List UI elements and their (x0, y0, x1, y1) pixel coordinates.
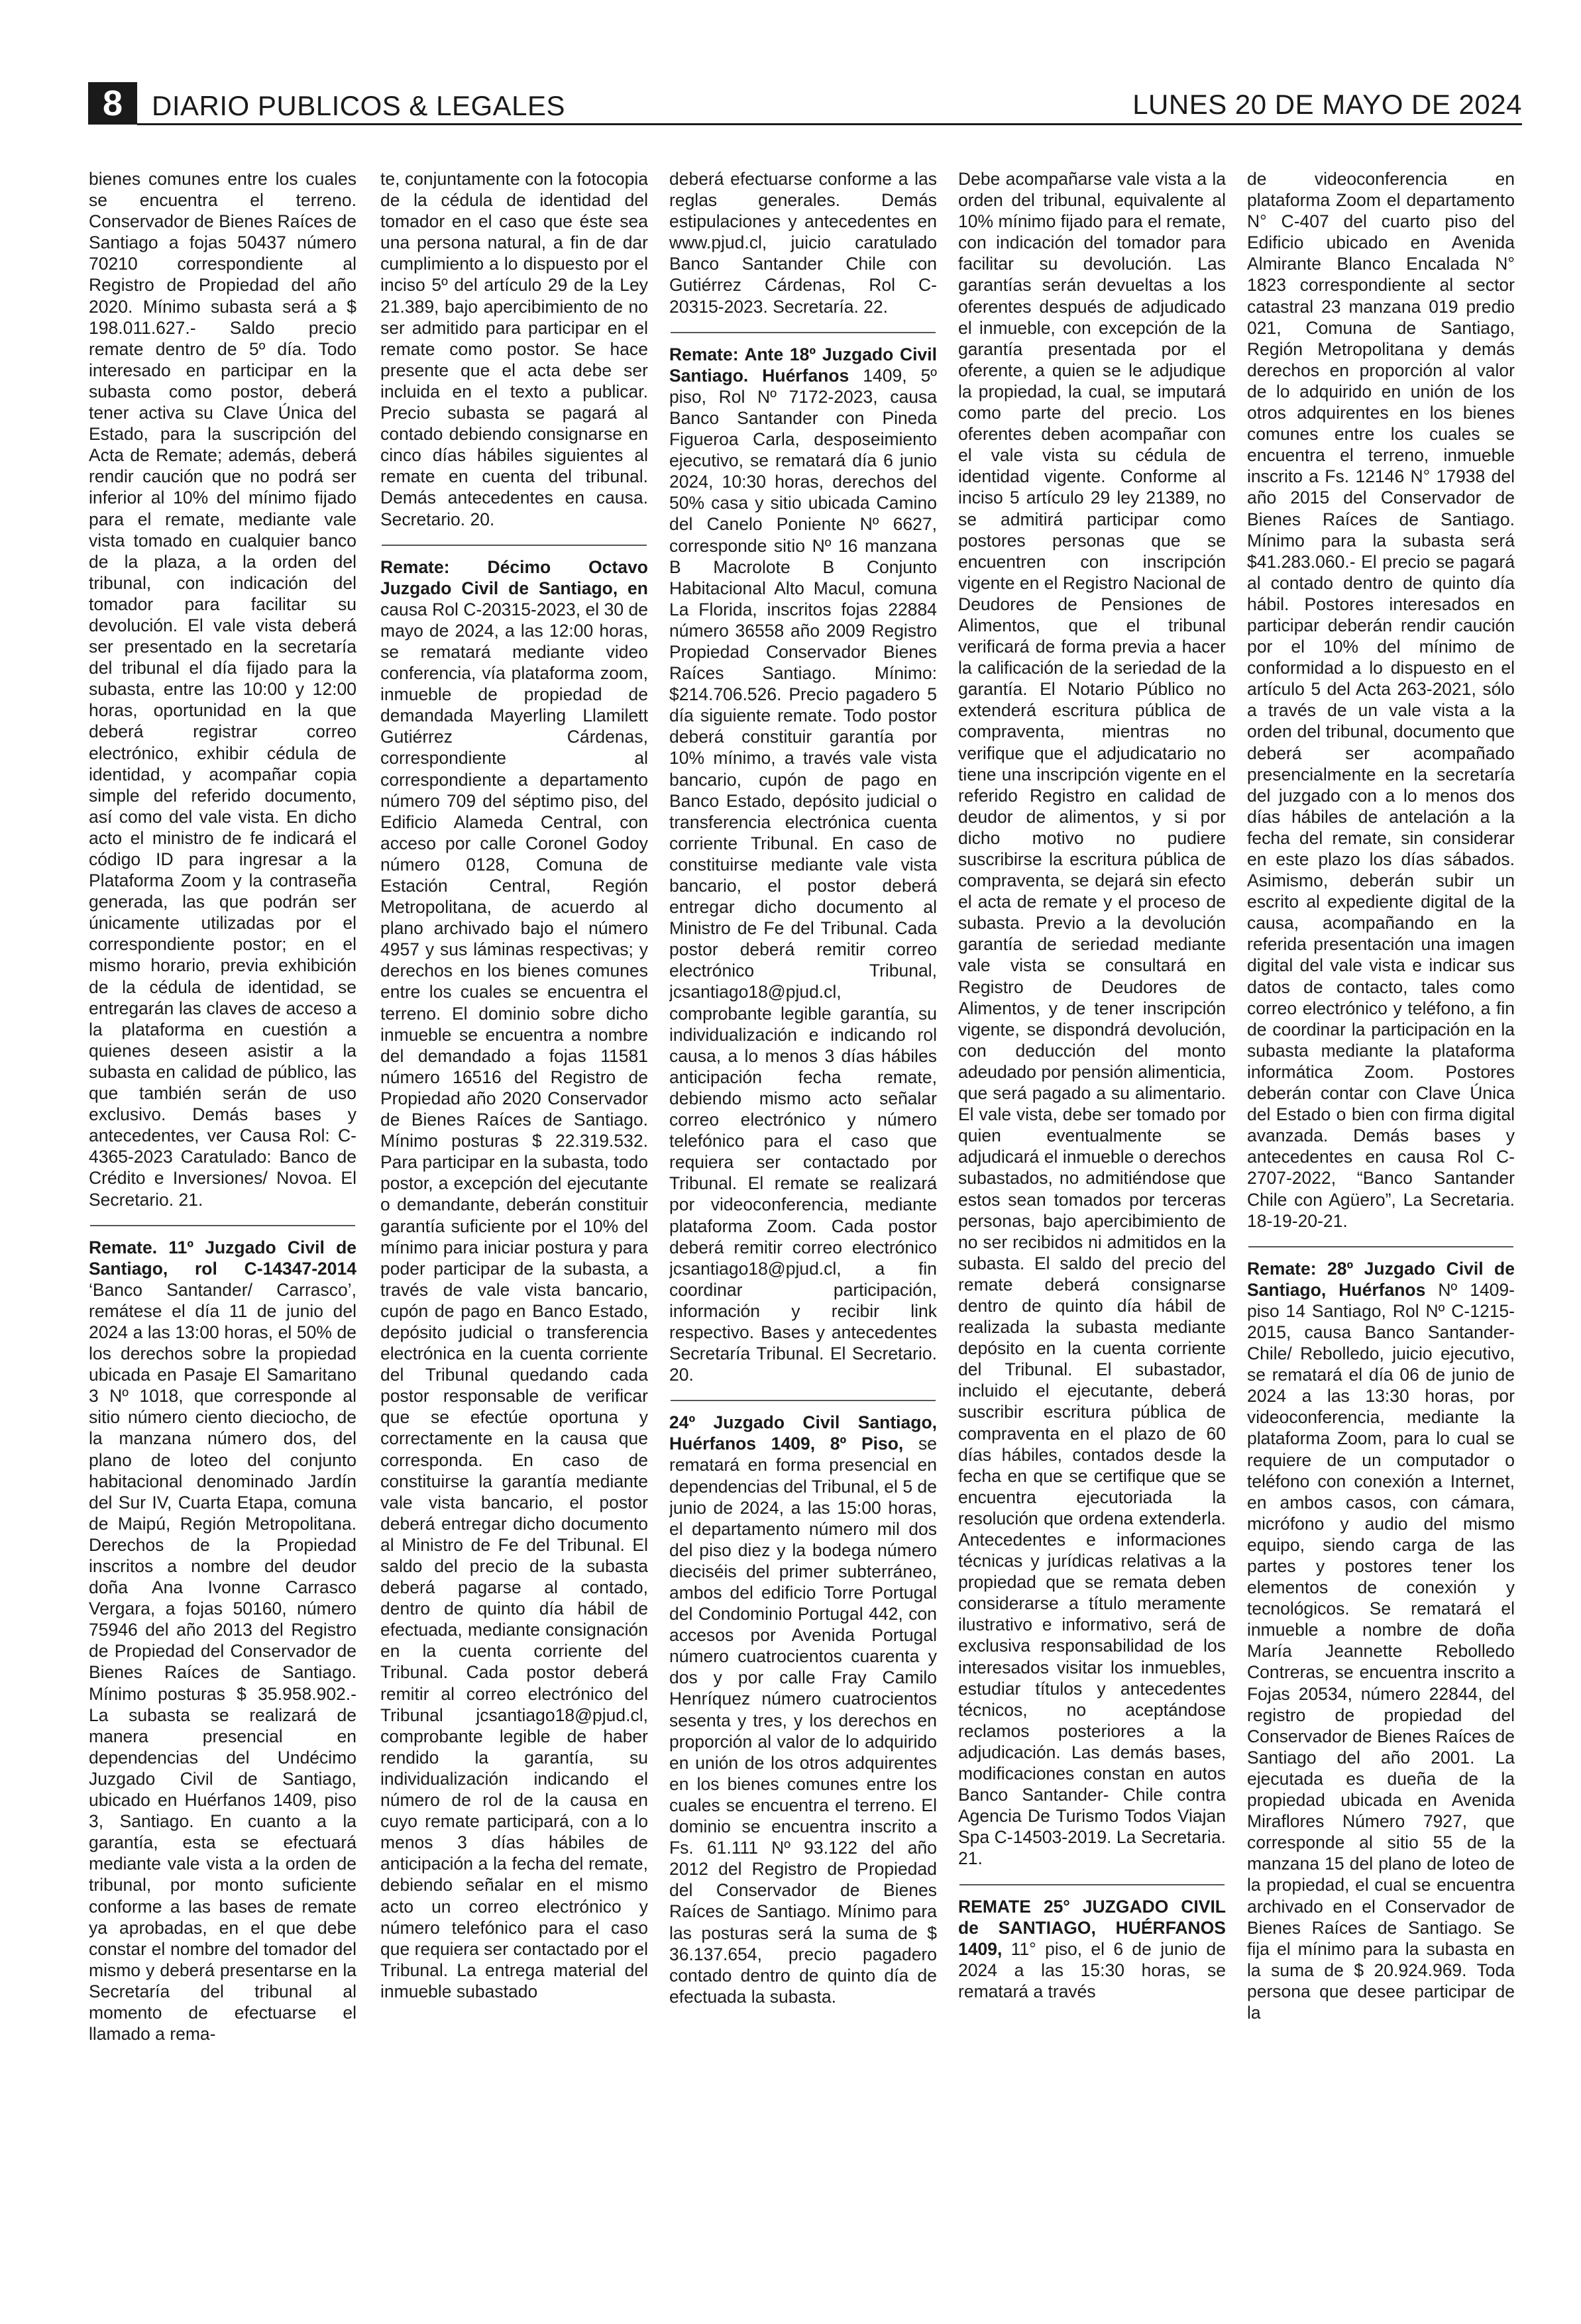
notice-divider (671, 332, 936, 333)
notice-continuation: deberá efectuarse conforme a las reglas generales. Demás estipulaciones y antecedentes en www.pjud.cl, juicio caratulado Banco Santander Chile con Gutiérrez Cárdenas, Rol C- 20315-2023. Secretaría. 22. (669, 169, 937, 317)
notice-continuation: de videoconferencia en plataforma Zoom el departamento N° C-407 del cuarto piso del Edificio ubicado en Avenida Almirante Blanco Encalada N° 1823 correspondiente al sector catastral 23 manzana 019 predio 021, Comuna de Santiago, Región Metropolitana y demás derechos en proporción al valor de lo adquirido en unión de los otros adquirentes en los bienes comunes entre los cuales se encuentra el terreno, inmueble inscrito a Fs. 12146 N° 17938 del año 2015 del Conservador de Bienes Raíces de Santiago. Mínimo para la subasta será $41.283.060.- El precio se pagará al contado dentro de quinto día hábil. Postores interesados en participar deberán rendir caución por el 10% del mínimo de conformidad a lo dispuesto en el artículo 5 del Acta 263-2021, sólo a través de un vale vista a la orden del tribunal, documento que deberá ser acompañado presencialmente en la secretaría del juzgado con a lo menos dos días hábiles de antelación a la fecha del remate, sin considerar en este plazo los días sábados. Asimismo, deberán subir un escrito al expediente digital de la causa, acompañando en la referida presentación una imagen digital del vale vista e indicar sus datos de contacto, tales como correo electrónico y teléfono, a fin de coordinar la participación en la subasta mediante la plataforma informática Zoom. Postores deberán contar con Clave Única del Estado o bien con firma digital avanzada. Demás bases y antecedentes en causa Rol C-2707-2022, “Banco Santander Chile con Agüero”, La Secretaria. 18-19-20-21. (1247, 169, 1515, 1231)
page-header (88, 82, 1522, 123)
column-4 (958, 168, 1226, 2295)
notice-heading: Remate. 11º Juzgado Civil de Santiago, rol C-14347-2014 (89, 1237, 356, 1279)
notice-body: 11° piso, el 6 de junio de 2024 a las 15:30 horas, se rematará a través (958, 1938, 1226, 2001)
notice (1247, 1258, 1515, 2023)
notice-body: se rematará en forma presencial en dependencias del Tribunal, el 5 de junio de 2024, a las 15:00 horas, el departamento número mil dos del piso diez y la bodega número dieciséis del primer subterráneo, ambos del edificio Torre Portugal del Condominio Portugal 442, con accesos por Avenida Portugal número cuatrocientos cuarenta y dos y por calle Fray Camilo Henríquez número cuatrocientos sesenta y tres, y los derechos en proporción al valor de lo adquirido en unión de los otros adquirentes en los bienes comunes entre los cuales se encuentra el terreno. El dominio se encuentra inscrito a Fs. 61.111 Nº 93.122 del año 2012 del Registro de Propiedad del Conservador de Bienes Raíces de Santiago. Mínimo para las posturas será la suma de $ 36.137.654, precio pagadero contado dentro de quinto día de efectuada la subasta. (669, 1434, 937, 2007)
notice-heading: 24º Juzgado Civil Santiago, Huérfanos 1409, 8º Piso, (669, 1412, 937, 1454)
notice (958, 1896, 1226, 2002)
notice-continuation: te, conjuntamente con la fotocopia de la cédula de identidad del tomador en el caso que éste sea una persona natural, a fin de dar cumplimiento a lo dispuesto por el inciso 5º del artículo 29 de la Ley 21.389, bajo apercibimiento de no ser admitido para participar en el remate como postor. Se hace presente que el acta debe ser incluida en el texto a publicar. Precio subasta se pagará al contado debiendo consignarse en cinco días hábiles siguientes al remate en cuenta del tribunal. Demás antecedentes en causa. Secretario. 20. (380, 169, 648, 529)
notice-body: causa Rol C-20315-2023, el 30 de mayo de 2024, a las 12:00 horas, se rematará mediante video conferencia, vía plataforma zoom, inmueble de propiedad de demandada Mayerling Llamilett Gutiérrez Cárdenas, correspondiente al correspondiente a departamento número 709 del séptimo piso, del Edificio Alameda Central, con acceso por calle Coronel Godoy número 0128, Comuna de Estación Central, Región Metropolitana, de acuerdo al plano archivado bajo el número 4957 y sus láminas respectivas; y derechos en los bienes comunes entre los cuales se encuentra el terreno. El dominio sobre dicho inmueble se encuentra a nombre del demandado a fojas 11581 número 16516 del Registro de Propiedad año 2020 Conservador de Bienes Raíces de Santiago. Mínimo posturas $ 22.319.532. Para participar en la subasta, todo postor, a excepción del ejecutante o demandante, deberán constituir garantía suficiente por el 10% del mínimo para iniciar postura y para poder participar de la subasta, a través de vale vista bancario, cupón de pago en Banco Estado, depósito judicial o transferencia electrónica en la cuenta corriente del Tribunal quedando cada postor responsable de verificar que se efectúe oportuna y correctamente en la causa que corresponda. En caso de constituirse la garantía mediante vale vista bancario, el postor deberá entregar dicho documento al Ministro de Fe del Tribunal. El saldo del precio de la subasta deberá pagarse al contado, dentro de quinto día hábil de efectuada, mediante consignación en la cuenta corriente del Tribunal. Cada postor deberá remitir al correo electrónico del Tribunal jcsantiago18@pjud.cl, comprobante legible de haber rendido la garantía, su individualización indicando el número de rol de la causa en cuyo remate participará, con a lo menos 3 días hábiles de anticipación a la fecha del remate, debiendo señalar en el mismo acto un correo electrónico y número telefónico para el caso que requiera ser contactado por el Tribunal. La entrega material del inmueble subastado (380, 599, 648, 2001)
page-number: 8 (88, 82, 137, 125)
notice-heading: Remate: Ante 18º Juzgado Civil Santiago. Huérfanos (669, 344, 937, 386)
column-3 (669, 168, 937, 2295)
notice-body: ‘Banco Santander/ Carrasco’, remátese el día 11 de junio del 2024 a las 13:00 horas, el 50% de los derechos sobre la propiedad ubicada en Pasaje El Samaritano 3 Nº 1018, que corresponde al sitio número ciento dieciocho, de la manzana número dos, del plano de loteo del conjunto habitacional denominado Jardín del Sur IV, Cuarta Etapa, comuna de Maipú, Región Metropolitana. Derechos de la Propiedad inscritos a nombre del deudor doña Ana Ivonne Carrasco Vergara, a fojas 50160, número 75946 del año 2013 del Registro de Propiedad del Conservador de Bienes Raíces de Santiago. Mínimo posturas $ 35.958.902.- La subasta se realizará de manera presencial en dependencias del Undécimo Juzgado Civil de Santiago, ubicado en Huérfanos 1409, piso 3, Santiago. En cuanto a la garantía, esta se efectuará mediante vale vista a la orden de tribunal, por monto suficiente conforme a las bases de remate ya aprobadas, en el que debe constar el nombre del tomador del mismo y deberá presentarse en la Secretaría del tribunal al momento de efectuarse el llamado a rema- (89, 1279, 356, 2044)
notice (669, 344, 937, 1386)
notice-divider (1248, 1246, 1513, 1247)
notice-body: 1409, 5º piso, Rol Nº 7172-2023, causa Banco Santander con Pineda Figueroa Carla, desposeimiento ejecutivo, se rematará día 6 junio 2024, 10:30 horas, derechos del 50% casa y sitio ubicada Camino del Canelo Poniente Nº 6627, corresponde sitio Nº 16 manzana B Macrolote B Conjunto Habitacional Alto Macul, comuna La Florida, inscritos fojas 22884 número 36558 año 2009 Registro Propiedad Conservador Bienes Raíces Santiago. Mínimo: $214.706.526. Precio pagadero 5 día siguiente remate. Todo postor deberá constituir garantía por 10% mínimo, a través vale vista bancario, cupón de pago en Banco Estado, depósito judicial o transferencia electrónica cuenta corriente Tribunal. En caso de constituirse mediante vale vista bancario, el postor deberá entregar dicho documento al Ministro de Fe del Tribunal. Cada postor deberá remitir correo electrónico Tribunal, jcsantiago18@pjud.cl, comprobante legible garantía, su individualización e indicando rol causa, a lo menos 3 días hábiles anticipación fecha remate, debiendo mismo acto señalar correo electrónico y número telefónico para el caso que requiera ser contactado por Tribunal. El remate se realizará por videoconferencia, mediante plataforma Zoom. Cada postor deberá remitir correo electrónico jcsantiago18@pjud.cl, a fin coordinar participación, información y recibir link respectivo. Bases y antecedentes Secretaría Tribunal. El Secretario. 20. (669, 365, 937, 1385)
notice-continuation: Debe acompañarse vale vista a la orden del tribunal, equivalente al 10% mínimo fijado para el remate, con indicación del tomador para facilitar su devolución. Las garantías serán devueltas a los oferentes después de adjudicado el inmueble, con excepción de la garantía presentada por el oferente, a quien se le adjudique la propiedad, la cual, se imputará como parte del precio. Los oferentes deben acompañar con el vale vista su cédula de identidad vigente. Conforme al inciso 5 artículo 29 ley 21389, no se admitirá participar como postores personas que se encuentren con inscripción vigente en el Registro Nacional de Deudores de Pensiones de Alimentos, que el tribunal verificará de forma previa a hacer la calificación de la seriedad de la garantía. El Notario Público no extenderá escritura pública de compraventa, mientras no verifique que el adjudicatario no tiene una inscripción vigente en el referido Registro en calidad de deudor de alimentos, y si por dicho motivo no pudiere suscribirse la escritura pública de compraventa, se dejará sin efecto el acta de remate y el proceso de subasta. Previo a la devolución garantía de seriedad mediante vale vista se consultará en Registro de Deudores de Alimentos, y de tener inscripción vigente, se dispondrá devolución, con deducción del monto adeudado por pensión alimenticia, que será pagado a su alimentario. El vale vista, debe ser tomado por quien eventualmente se adjudicará el inmueble o derechos subastados, no admitiéndose que estos sean tomados por terceras personas, bajo apercibimiento de no ser recibidos ni admitidos en la subasta. El saldo del precio del remate deberá consignarse dentro de quinto día hábil de realizada la subasta mediante depósito en la cuenta corriente del Tribunal. El subastador, incluido el ejecutante, deberá suscribir escritura pública de compraventa en el plazo de 60 días hábiles, contados desde la fecha en que se certifique que se encuentra ejecutoriada la resolución que ordena extenderla. Antecedentes e informaciones técnicas y jurídicas relativas a la propiedad que se remata deben considerarse a título meramente ilustrativo e informativo, será de exclusiva responsabilidad de los interesados visitar los inmuebles, estudiar títulos y antecedentes técnicos, no aceptándose reclamos posteriores a la adjudicación. Las demás bases, modificaciones constan en autos Banco Santander- Chile contra Agencia De Turismo Todos Viajan Spa C-14503-2019. La Secretaria. 21. (958, 169, 1226, 1869)
column-2 (380, 168, 648, 2295)
publication-title: DIARIO PUBLICOS & LEGALES (152, 90, 566, 121)
notice (380, 556, 648, 2002)
notice (89, 1237, 356, 2045)
column-1 (89, 168, 356, 2295)
header-rule (137, 123, 1522, 125)
column-5 (1247, 168, 1515, 2295)
notice-body: Nº 1409- piso 14 Santiago, Rol Nº C-1215-2015, causa Banco Santander- Chile/ Rebolledo, juicio ejecutivo, se rematará el día 06 de junio de 2024 a las 13:30 horas, por videoconferencia, mediante la plataforma Zoom, para lo cual se requiere de un computador o teléfono con conexión a Internet, en ambos casos, con cámara, micrófono y audio del mismo equipo, siendo carga de las partes y postores tener los elementos de conexión y tecnológicos. Se rematará el inmueble a nombre de doña María Jeannette Rebolledo Contreras, se encuentra inscrito a Fojas 20534, número 22844, del registro de propiedad del Conservador de Bienes Raíces de Santiago del año 2001. La ejecutada es dueña de la propiedad ubicada en Avenida Miraflores Número 7927, que corresponde al sitio 55 de la manzana 15 del plano de loteo de la propiedad, el cual se encuentra archivado en el Conservador de Bienes Raíces de Santiago. Se fija el mínimo para la subasta en la suma de $ 20.924.969. Toda persona que desee participar de la (1247, 1279, 1515, 2023)
notice-divider (382, 545, 647, 546)
publication-date: LUNES 20 DE MAYO DE 2024 (1132, 89, 1522, 120)
notice-divider (959, 1884, 1225, 1885)
notice (669, 1412, 937, 2007)
notice-divider (90, 1225, 355, 1226)
notice-heading: REMATE 25° JUZGADO CIVIL de SANTIAGO, HUÉRFANOS 1409, (958, 1896, 1226, 1959)
notice-divider (671, 1400, 936, 1401)
notice-heading: Remate: 28º Juzgado Civil de Santiago, Huérfanos (1247, 1258, 1515, 1300)
notice-continuation: bienes comunes entre los cuales se encuentra el terreno. Conservador de Bienes Raíces de Santiago a fojas 50437 número 70210 correspondiente al Registro de Propiedad del año 2020. Mínimo subasta será a $ 198.011.627.- Saldo precio remate dentro de 5º día. Todo interesado en participar en la subasta como postor, deberá tener activa su Clave Única del Estado, para la suscripción del Acta de Remate; además, deberá rendir caución que no podrá ser inferior al 10% del mínimo fijado para el remate, mediante vale vista tomado en cualquier banco de la plaza, a la orden del tribunal, con indicación del tomador para facilitar su devolución. El vale vista deberá ser presentado en la secretaría del tribunal el día fijado para la subasta, entre las 10:00 y 12:00 horas, oportunidad en la que deberá registrar correo electrónico, exhibir cédula de identidad, y acompañar copia simple del referido documento, así como del vale vista. En dicho acto el ministro de fe indicará el código ID para ingresar a la Plataforma Zoom y la contraseña generada, las que podrán ser únicamente utilizadas por el correspondiente postor; en el mismo horario, previa exhibición de la cédula de identidad, se entregarán las claves de acceso a la plataforma en cuestión a quienes deseen asistir a la subasta en calidad de público, las que también serán de uso exclusivo. Demás bases y antecedentes, ver Causa Rol: C-4365-2023 Caratulado: Banco de Crédito e Inversiones/ Novoa. El Secretario. 21. (89, 169, 356, 1210)
notice-heading: Remate: Décimo Octavo Juzgado Civil de Santiago, en (380, 556, 648, 598)
